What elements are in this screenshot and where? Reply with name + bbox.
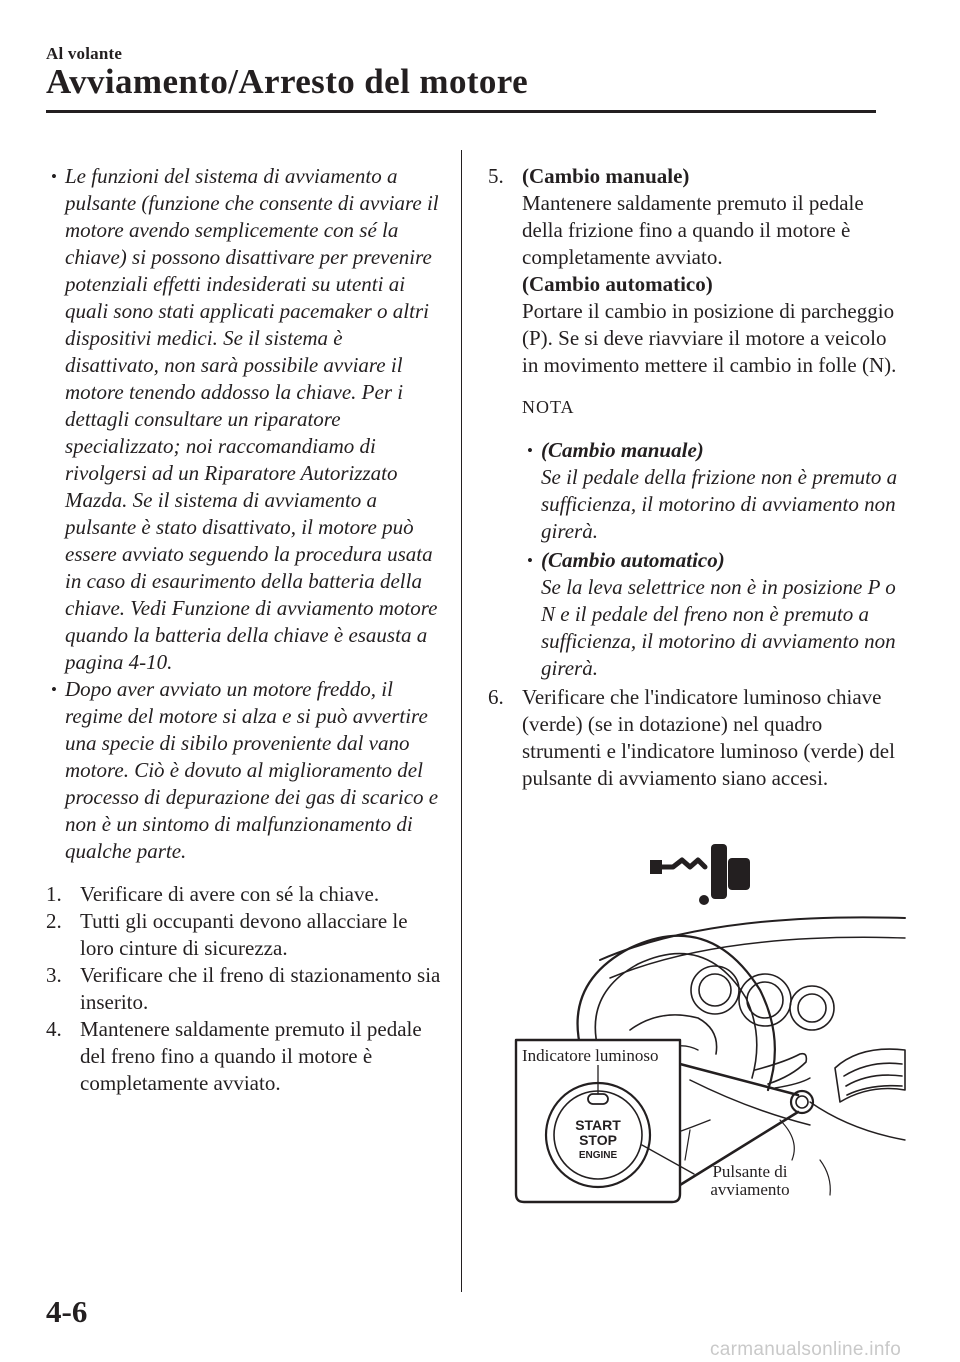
button-text-stop: STOP	[579, 1132, 617, 1148]
bullet-dot: •	[51, 680, 57, 699]
right-column	[488, 163, 898, 792]
start-button-label-line1: Pulsante di	[712, 1162, 788, 1181]
step-6	[488, 684, 898, 792]
step-text: Mantenere saldamente premuto il pedale del freno fino a quando il motore è completamente avviato.	[80, 1017, 422, 1095]
step-text: Verificare che il freno di stazionamento sia inserito.	[80, 963, 441, 1014]
nota-label: NOTA	[522, 397, 575, 417]
nota-bullet-text: Se la leva selettrice non è in posizione P o N e il pedale del freno non è premuto a sufficienza, il motorino di avviamento non girerà.	[541, 575, 896, 680]
button-text-engine: ENGINE	[578, 1150, 618, 1161]
start-button-label	[698, 1163, 802, 1199]
nota-bullet-manual	[522, 437, 898, 545]
watermark: carmanualsonline.info	[710, 1339, 902, 1360]
bullet-dot: •	[527, 441, 533, 460]
column-divider	[461, 150, 462, 1292]
manual-heading: (Cambio manuale)	[522, 164, 690, 188]
indicator-light-label: Indicatore luminoso	[522, 1046, 659, 1065]
step-2	[46, 908, 441, 962]
step-number: 2.	[46, 909, 62, 933]
step-text: Tutti gli occupanti devono allacciare le loro cinture di sicurezza.	[80, 909, 408, 960]
bullet-text: Le funzioni del sistema di avviamento a pulsante (funzione che consente di avviare il motore avendo semplicemente con sé la chiave) si possono disattivare per prevenire potenziali effetti indesiderati su utenti ai quali sono stati applicati pacemaker o altri dispositivi medici. Se il sistema è disattivato, non sarà possibile avviare il motore tenendo addosso la chiave. Per i dettagli consultare un riparatore specializzato; noi raccomandiamo di rivolgersi ad un Riparatore Autorizzato Mazda. Se il sistema di avviamento a pulsante è stato disattivato, il motore può essere avviato seguendo la procedura usata in caso di esaurimento della batteria della chiave. Vedi Funzione di avviamento motore quando la batteria della chiave è esausta a pagina 4-10.	[65, 164, 439, 674]
step-number: 4.	[46, 1017, 62, 1041]
manual-text: Mantenere saldamente premuto il pedale della frizione fino a quando il motore è completamente avviato.	[522, 191, 864, 269]
nota-bullets	[522, 437, 898, 682]
step-3	[46, 962, 441, 1016]
steps-list	[46, 881, 441, 1097]
note-bullet-pacemaker	[46, 163, 441, 676]
step-number: 6.	[488, 685, 504, 709]
nota-bullet-automatic	[522, 547, 898, 682]
page-title: Avviamento/Arresto del motore	[46, 62, 529, 101]
page-number: 4-6	[46, 1294, 88, 1329]
bullet-dot: •	[51, 167, 57, 186]
step-number: 1.	[46, 882, 62, 906]
bullet-text: Dopo aver avviato un motore freddo, il regime del motore si alza e si può avvertire una specie di sibilo proveniente dal vano motore. Ciò è dovuto al miglioramento del processo di depurazione dei gas di scarico e non è un sintomo di malfunzionamento di qualche parte.	[65, 677, 439, 863]
step-5	[488, 163, 898, 379]
automatic-heading: (Cambio automatico)	[522, 272, 713, 296]
step-text: Verificare che l'indicatore luminoso chiave (verde) (se in dotazione) nel quadro strumenti e l'indicatore luminoso (verde) del pulsante di avviamento siano accesi.	[522, 685, 895, 790]
start-button-label-line2: avviamento	[710, 1180, 790, 1199]
step-4	[46, 1016, 441, 1097]
step-number: 3.	[46, 963, 62, 987]
step-1	[46, 881, 441, 908]
automatic-text: Portare il cambio in posizione di parcheggio (P). Se si deve riavviare il motore a veicolo in movimento mettere il cambio in folle (N).	[522, 299, 897, 377]
nota-bullet-heading: (Cambio manuale)	[541, 438, 704, 462]
bullet-dot: •	[527, 551, 533, 570]
step-number: 5.	[488, 164, 504, 188]
left-column	[46, 163, 441, 1097]
instrument-gauges	[691, 966, 834, 1030]
step-text: Verificare di avere con sé la chiave.	[80, 882, 380, 906]
key-warning-icon	[650, 844, 750, 905]
dashboard-drawing	[510, 840, 910, 1210]
title-rule	[46, 110, 876, 113]
nota-bullet-heading: (Cambio automatico)	[541, 548, 725, 572]
section-label: Al volante	[46, 44, 123, 63]
dashboard-illustration	[510, 840, 910, 1210]
nota-bullet-text: Se il pedale della frizione non è premuto a sufficienza, il motorino di avviamento non girerà.	[541, 465, 898, 543]
air-vent	[835, 1049, 905, 1102]
button-text-start: START	[575, 1117, 621, 1133]
note-bullet-cold-start	[46, 676, 441, 865]
